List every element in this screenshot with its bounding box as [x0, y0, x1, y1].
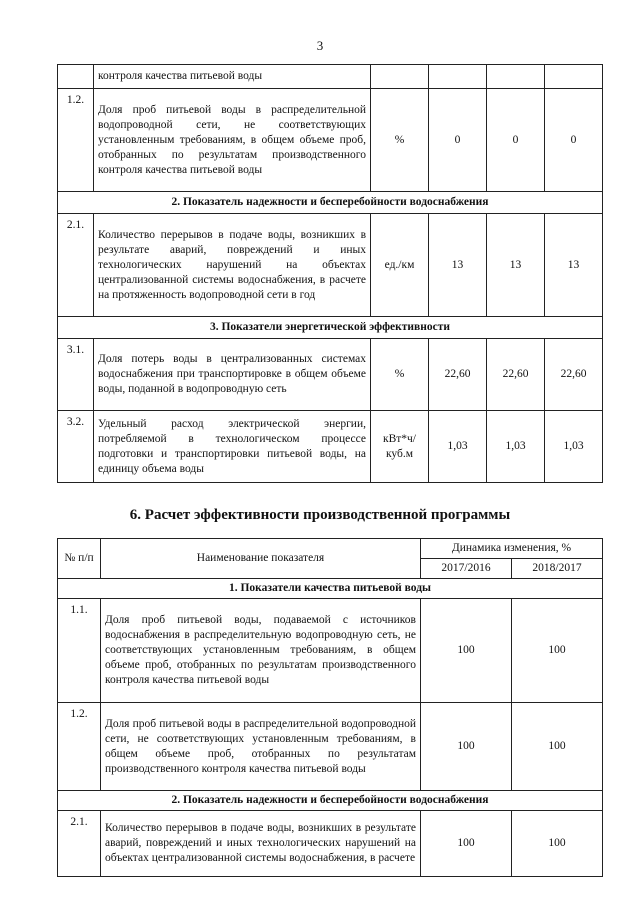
table-header-row	[58, 539, 603, 559]
value-cell: 22,60	[545, 339, 603, 411]
indicator-name: Доля проб питьевой воды в распределительной водопроводной сети, не соответствующих установленным требованиям, в общем объеме проб, отобранных по результатам производственного контроля качества питьевой воды	[101, 703, 421, 791]
value-cell	[429, 65, 487, 89]
page-number: 3	[316, 38, 324, 53]
section-header-row	[58, 192, 603, 214]
section-header-row	[58, 317, 603, 339]
column-header-dynamics: Динамика изменения, %	[421, 539, 603, 559]
value-cell: 1,03	[487, 411, 545, 483]
value-cell: 100	[421, 703, 512, 791]
value-cell: 22,60	[429, 339, 487, 411]
value-cell: 13	[545, 214, 603, 317]
table-row	[58, 703, 603, 791]
section-header-row	[58, 791, 603, 811]
unit-cell: ед./км	[371, 214, 429, 317]
table-row	[58, 65, 603, 89]
column-header-name: Наименование показателя	[101, 539, 421, 579]
indicator-name: Доля проб питьевой воды в распределительной водопроводной сети, не соответствующих установленным требованиям, в общем объеме проб, отобранных по результатам производственного контроля качества питьевой воды	[94, 89, 371, 192]
table-row	[58, 339, 603, 411]
value-cell: 100	[421, 599, 512, 703]
section-heading: 2. Показатель надежности и бесперебойности водоснабжения	[58, 791, 603, 811]
value-cell: 100	[512, 703, 603, 791]
value-cell: 100	[512, 811, 603, 877]
row-number: 1.2.	[58, 703, 101, 791]
table-row	[58, 811, 603, 877]
indicator-name: Количество перерывов в подаче воды, возникших в результате аварий, повреждений и иных технологических нарушений на объектах централизованной системы водоснабжения, в расчете на протяженность водопроводной сети в год	[94, 214, 371, 317]
unit-cell: %	[371, 339, 429, 411]
table-row	[58, 599, 603, 703]
indicator-name: Доля потерь воды в централизованных системах водоснабжения при транспортировке в общем объеме воды, поданной в водопроводную сеть	[94, 339, 371, 411]
table-row	[58, 89, 603, 192]
unit-cell: %	[371, 89, 429, 192]
row-number	[58, 65, 94, 89]
efficiency-table	[57, 538, 603, 877]
indicator-name: контроля качества питьевой воды	[94, 65, 371, 89]
value-cell: 100	[421, 811, 512, 877]
row-number: 2.1.	[58, 811, 101, 877]
value-cell: 13	[429, 214, 487, 317]
table-row	[58, 214, 603, 317]
section-heading: 2. Показатель надежности и бесперебойности водоснабжения	[58, 192, 603, 214]
indicator-name: Удельный расход электрической энергии, потребляемой в технологическом процессе подготовки и транспортировки питьевой воды, на единицу объема воды	[94, 411, 371, 483]
value-cell: 0	[487, 89, 545, 192]
value-cell	[545, 65, 603, 89]
row-number: 2.1.	[58, 214, 94, 317]
indicators-table	[57, 64, 603, 483]
row-number: 3.1.	[58, 339, 94, 411]
unit-cell: кВт*ч/ куб.м	[371, 411, 429, 483]
value-cell: 100	[512, 599, 603, 703]
indicator-name: Количество перерывов в подаче воды, возникших в результате аварий, повреждений и иных технологических нарушений на объектах централизованной системы водоснабжения, в расчете	[101, 811, 421, 877]
value-cell: 0	[429, 89, 487, 192]
table-row	[58, 411, 603, 483]
row-number: 1.1.	[58, 599, 101, 703]
value-cell: 0	[545, 89, 603, 192]
section-header-row	[58, 579, 603, 599]
value-cell: 1,03	[429, 411, 487, 483]
value-cell: 22,60	[487, 339, 545, 411]
value-cell	[487, 65, 545, 89]
column-header-period: 2017/2016	[421, 559, 512, 579]
section-heading: 1. Показатели качества питьевой воды	[58, 579, 603, 599]
unit-cell	[371, 65, 429, 89]
section-heading: 3. Показатели энергетической эффективности	[58, 317, 603, 339]
value-cell: 1,03	[545, 411, 603, 483]
column-header-period: 2018/2017	[512, 559, 603, 579]
row-number: 1.2.	[58, 89, 94, 192]
row-number: 3.2.	[58, 411, 94, 483]
column-header-number: № п/п	[58, 539, 101, 579]
value-cell: 13	[487, 214, 545, 317]
indicator-name: Доля проб питьевой воды, подаваемой с источников водоснабжения в распределительную водопроводную сеть, не соответствующих установленным требованиям, в общем объеме проб, отобранных по результатам производственного контроля качества питьевой воды	[101, 599, 421, 703]
section-title: 6. Расчет эффективности производственной программы	[129, 507, 511, 523]
